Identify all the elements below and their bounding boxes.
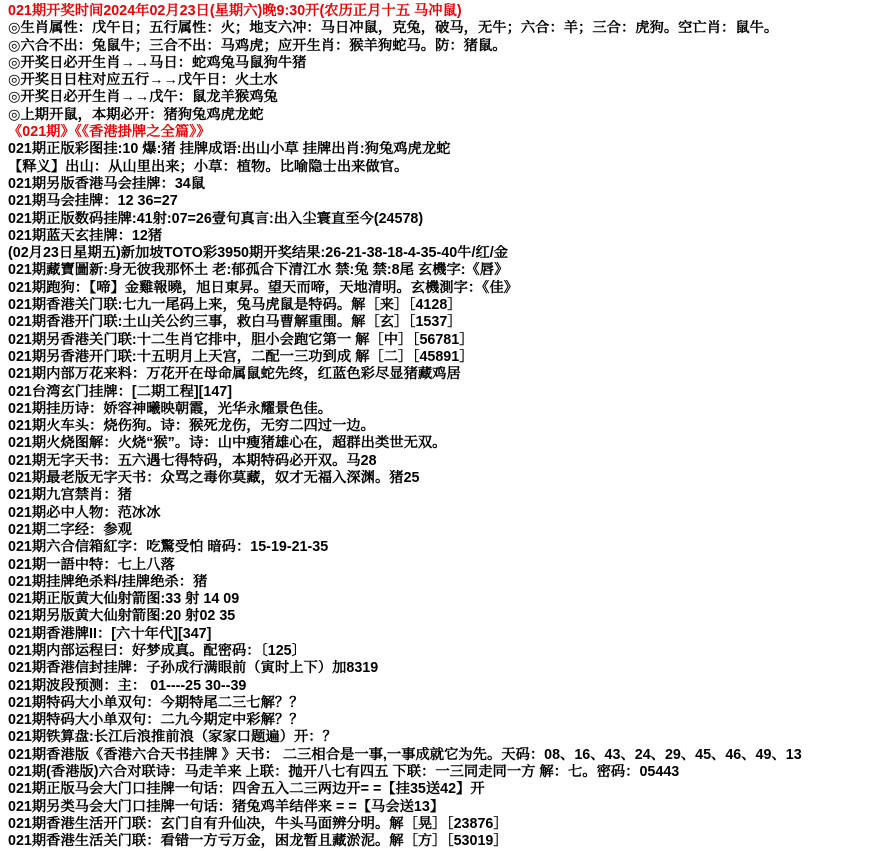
text-line: 021期铁算盘:长江后浪推前浪（家家口题遍）开：？ [8, 729, 337, 746]
text-line: 021期波段预测：主： 01----25 30--39 [8, 677, 247, 694]
text-line: 021期必中人物：范冰冰 [8, 504, 161, 521]
text-line: 021期香港关门联:七九一尾码上来，兔马虎鼠是特码。解［来］［4128］ [8, 297, 462, 314]
text-line: ◎开奖日日柱对应五行→→戊午日：火土水 [8, 72, 278, 89]
text-line: (02月23日星期五)新加坡TOTO彩3950期开奖结果:26-21-38-18-4-35-40牛/红/金 [8, 245, 509, 262]
text-line: 021期香港版《香港六合天书挂牌 》天书： 二三相合是一事,一事成就它为先。天码：08、16、43、24、29、45、46、49、13 [8, 746, 802, 763]
text-line: 021期正版数码挂牌:41射:07=26壹句真言:出入尘寰直至今(24578) [8, 210, 424, 227]
text-line: 021期正版黄大仙射箭图:33 射 14 09 [8, 591, 240, 608]
text-line: 021期六合信箱紅字：吃驚受怕 暗码：15-19-21-35 [8, 539, 329, 556]
text-line: 021期香港信封挂牌：子孙成行满眼前（寅时上下）加8319 [8, 660, 379, 677]
text-line: 021台湾玄门挂牌：[二期工程][147] [8, 383, 233, 400]
text-line: 021期正版马会大门口挂牌一句话：四舍五入二三两边开= =【挂35送42】开 [8, 781, 485, 798]
text-line: 021期内部运程曰：好梦成真。配密码：〔125〕 [8, 642, 306, 659]
text-line: 021期马会挂牌：12 36=27 [8, 193, 178, 210]
text-line: 021期香港生活开门联：玄门自有升仙决，牛头马面辨分明。解［晃］［23876］ [8, 815, 508, 832]
text-line: 021期香港开门联:土山关公约三事，救白马曹解重围。解［玄］［1537］ [8, 314, 462, 331]
text-line: 021期开奖时间2024年02月23日(星期六)晚9:30开(农历正月十五 马冲鼠) [8, 3, 462, 19]
text-line: 021期(香港版)六合对联诗：马走羊来 上联：抛开八七有四五 下联：一三同走同一方 解：七。密码：05443 [8, 764, 680, 781]
text-line: 021期藏寶圖新:身无彼我那怀土 老:郁孤合下清江水 禁:兔 禁:8尾 玄機字:《唇》 [8, 262, 509, 279]
text-line: 021期火烧图解：火烧“猴”。诗：山中瘦猪雄心在，超群出类世无双。 [8, 435, 447, 452]
text-line: 021期最老版无字天书：众骂之毒你莫藏，奴才无福入深渊。猪25 [8, 470, 420, 487]
text-line: 021期正版彩图挂:10 爆:猪 挂牌成语:出山小草 挂牌出肖:狗兔鸡虎龙蛇 [8, 141, 451, 158]
text-line: 021期蓝天玄挂牌：12猪 [8, 227, 163, 244]
text-line: ◎生肖属性：戊午日；五行属性：火；地支六冲：马日冲鼠，克兔，破马，无牛；六合：羊；三合：虎狗。空亡肖：鼠牛。 [8, 20, 779, 37]
text-lines-container [8, 3, 885, 851]
text-line: ◎六合不出：兔鼠牛；三合不出：马鸡虎；应开生肖：猴羊狗蛇马。防：猪鼠。 [8, 37, 507, 54]
text-line: 021期二字经：参观 [8, 521, 132, 538]
text-line: 021期一語中特：七上八落 [8, 556, 175, 573]
text-line: ◎开奖日必开生肖→→戊午：鼠龙羊猴鸡兔 [8, 89, 278, 106]
text-line: 《021期》《《香港掛牌之全篇》》 [8, 124, 211, 141]
text-line: 021期挂牌绝杀料/挂牌绝杀：猪 [8, 573, 208, 590]
text-line: 021期跑狗：【啼】金雞報曉，旭日東昇。望天而啼，天地清明。玄機測字：《佳》 [8, 279, 518, 296]
text-line: 021期另版香港马会挂牌：34鼠 [8, 175, 206, 192]
text-line: 021期另香港关门联:十二生肖它排中，胆小会跑它第一 解［中］［56781］ [8, 331, 474, 348]
text-line: 021期特码大小单双句：今期特尾二三七解？？ [8, 694, 304, 711]
text-line: 021期内部万花来料：万花开在母命属鼠蛇先终，红蓝色彩尽显猪藏鸡居 [8, 366, 461, 383]
text-line: 021期九宫禁肖：猪 [8, 487, 132, 504]
text-line: 021期特码大小单双句：二九今期定中彩解？？ [8, 712, 304, 729]
text-line: ◎上期开鼠，本期必开：猪狗兔鸡虎龙蛇 [8, 106, 264, 123]
text-line: 021期火车头：烧伤狗。诗：猴死龙伤，无穷二四过一边。 [8, 418, 375, 435]
text-line: 【释义】出山：从山里出来；小草：植物。比喻隐士出来做官。 [8, 158, 409, 175]
text-line: 021期另香港开门联:十五明月上天宫，二配一三功到成 解［二］［45891］ [8, 348, 474, 365]
text-line: 021期挂历诗：娇容神曦映朝霞，光华永耀景色佳。 [8, 400, 333, 417]
text-line: 021期香港生活关门联：看错一方亏万金，困龙暂且藏淤泥。解［方］［53019］ [8, 833, 508, 850]
text-line: ◎开奖日必开生肖→→马日：蛇鸡兔马鼠狗牛猪 [8, 54, 307, 71]
text-line: 021期无字天书：五六遇七得特码，本期特码必开双。马28 [8, 452, 377, 469]
text-line: 021期另类马会大门口挂牌一句话：猪兔鸡羊结伴来 = =【马会送13】 [8, 798, 445, 815]
text-line: 021期香港牌II：[六十年代][347] [8, 625, 212, 642]
text-line: 021期另版黄大仙射箭图:20 射02 35 [8, 608, 236, 625]
